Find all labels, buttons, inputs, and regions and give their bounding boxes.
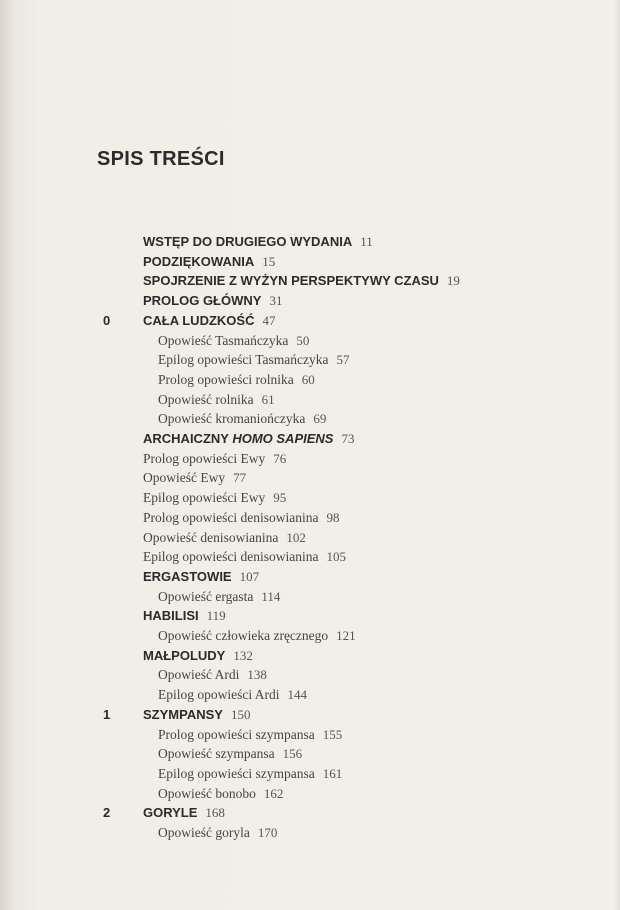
toc-story-entry	[158, 685, 307, 705]
entry-title-italic: HOMO SAPIENS	[232, 431, 334, 446]
page-number: 98	[326, 509, 340, 525]
part-number: 2	[103, 805, 111, 821]
toc-chapter-heading	[143, 291, 282, 311]
toc-story-entry	[158, 744, 302, 764]
page-number: 19	[446, 273, 460, 289]
entry-title: MAŁPOLUDY	[143, 647, 226, 663]
toc-story-entry	[158, 409, 326, 429]
page-number: 57	[336, 352, 350, 368]
toc-chapter-heading	[143, 232, 373, 252]
page-number: 107	[239, 568, 260, 584]
toc-story-entry	[158, 370, 315, 390]
page-number: 73	[341, 431, 355, 446]
entry-title: Opowieść goryla	[158, 825, 250, 840]
entry-title: Opowieść rolnika	[158, 391, 254, 407]
entry-title: Epilog opowieści denisowianina	[143, 549, 319, 565]
page-number: 31	[269, 293, 283, 309]
toc-chapter-heading	[143, 311, 275, 331]
toc-story-entry	[143, 508, 339, 528]
page-number: 60	[301, 371, 315, 387]
page-number: 105	[326, 549, 346, 565]
entry-title: Prolog opowieści rolnika	[158, 371, 294, 387]
page-number: 69	[313, 411, 327, 427]
entry-title: Opowieść człowieka zręcznego	[158, 628, 329, 643]
toc-story-entry	[143, 547, 346, 567]
part-number: 1	[103, 706, 111, 722]
entry-title: Opowieść bonobo	[158, 785, 256, 801]
page-number: 102	[286, 529, 306, 545]
page-number: 95	[273, 490, 287, 506]
toc-chapter-heading	[143, 567, 259, 587]
entry-title: Opowieść Ewy	[143, 470, 226, 486]
entry-title: SZYMPANSY	[143, 706, 223, 722]
toc-story-entry	[143, 468, 246, 488]
page-number: 114	[261, 588, 281, 604]
toc-chapter-heading	[143, 606, 226, 626]
entry-title: SPOJRZENIE Z WYŻYN PERSPEKTYWY CZASU	[143, 273, 439, 289]
toc-chapter-heading	[143, 429, 354, 449]
toc-story-entry	[158, 626, 356, 646]
page-number: 76	[273, 450, 287, 466]
page-number: 121	[336, 628, 356, 643]
toc-story-entry	[158, 784, 283, 804]
toc-story-entry	[158, 764, 342, 784]
entry-title: Prolog opowieści szympansa	[158, 726, 315, 742]
page-number: 144	[287, 687, 307, 703]
toc-story-entry	[158, 350, 350, 370]
page-number: 132	[233, 647, 253, 663]
page-number: 119	[206, 608, 226, 624]
toc-chapter-heading	[143, 271, 460, 291]
entry-title: WSTĘP DO DRUGIEGO WYDANIA	[143, 234, 353, 249]
entry-title: ARCHAICZNY	[143, 431, 233, 446]
entry-title: Opowieść Tasmańczyka	[158, 332, 289, 348]
entry-title: Opowieść szympansa	[158, 746, 275, 762]
page-number: 47	[262, 312, 276, 328]
page-number: 155	[322, 726, 343, 742]
entry-title: Epilog opowieści Tasmańczyka	[158, 352, 329, 368]
toc-chapter-heading	[143, 646, 253, 666]
page-number: 161	[322, 765, 343, 781]
page-number: 170	[257, 825, 278, 840]
toc-story-entry	[158, 587, 280, 607]
entry-title: Opowieść kromaniończyka	[158, 411, 306, 427]
entry-title: Opowieść Ardi	[158, 667, 240, 683]
toc-story-entry	[143, 528, 306, 548]
page-number: 77	[233, 470, 247, 486]
entry-title: Epilog opowieści Ardi	[158, 687, 280, 703]
page-number: 138	[247, 667, 267, 683]
toc-chapter-heading	[143, 803, 225, 823]
page-edge-shadow	[614, 0, 620, 910]
part-number: 0	[103, 312, 111, 328]
entry-title: Epilog opowieści Ewy	[143, 490, 266, 506]
entry-title: Prolog opowieści Ewy	[143, 450, 266, 466]
entry-title: CAŁA LUDZKOŚĆ	[143, 312, 255, 328]
toc-story-entry	[158, 390, 275, 410]
entry-title: Prolog opowieści denisowianina	[143, 509, 319, 525]
toc-chapter-heading	[143, 252, 275, 272]
toc-story-entry	[158, 823, 277, 843]
entry-title: ERGASTOWIE	[143, 568, 232, 584]
entry-title: Epilog opowieści szympansa	[158, 765, 315, 781]
page-number: 61	[261, 391, 275, 407]
page-number: 11	[360, 234, 373, 249]
entry-title: PROLOG GŁÓWNY	[143, 293, 262, 309]
toc-story-entry	[143, 449, 286, 469]
toc-story-entry	[143, 488, 286, 508]
page-number: 162	[263, 785, 284, 801]
page-number: 15	[262, 253, 276, 269]
page-number: 168	[205, 805, 225, 821]
toc-story-entry	[158, 725, 342, 745]
entry-title: PODZIĘKOWANIA	[143, 253, 255, 269]
page-number: 150	[230, 706, 251, 722]
page-title: SPIS TREŚCI	[97, 148, 225, 170]
toc-chapter-heading	[143, 705, 250, 725]
toc-story-entry	[158, 331, 309, 351]
entry-title: HABILISI	[143, 608, 199, 624]
page-number: 50	[296, 332, 310, 348]
entry-title: Opowieść denisowianina	[143, 529, 279, 545]
entry-title: Opowieść ergasta	[158, 588, 254, 604]
toc-story-entry	[158, 665, 267, 685]
entry-title: GORYLE	[143, 805, 198, 821]
page-number: 156	[282, 746, 303, 762]
